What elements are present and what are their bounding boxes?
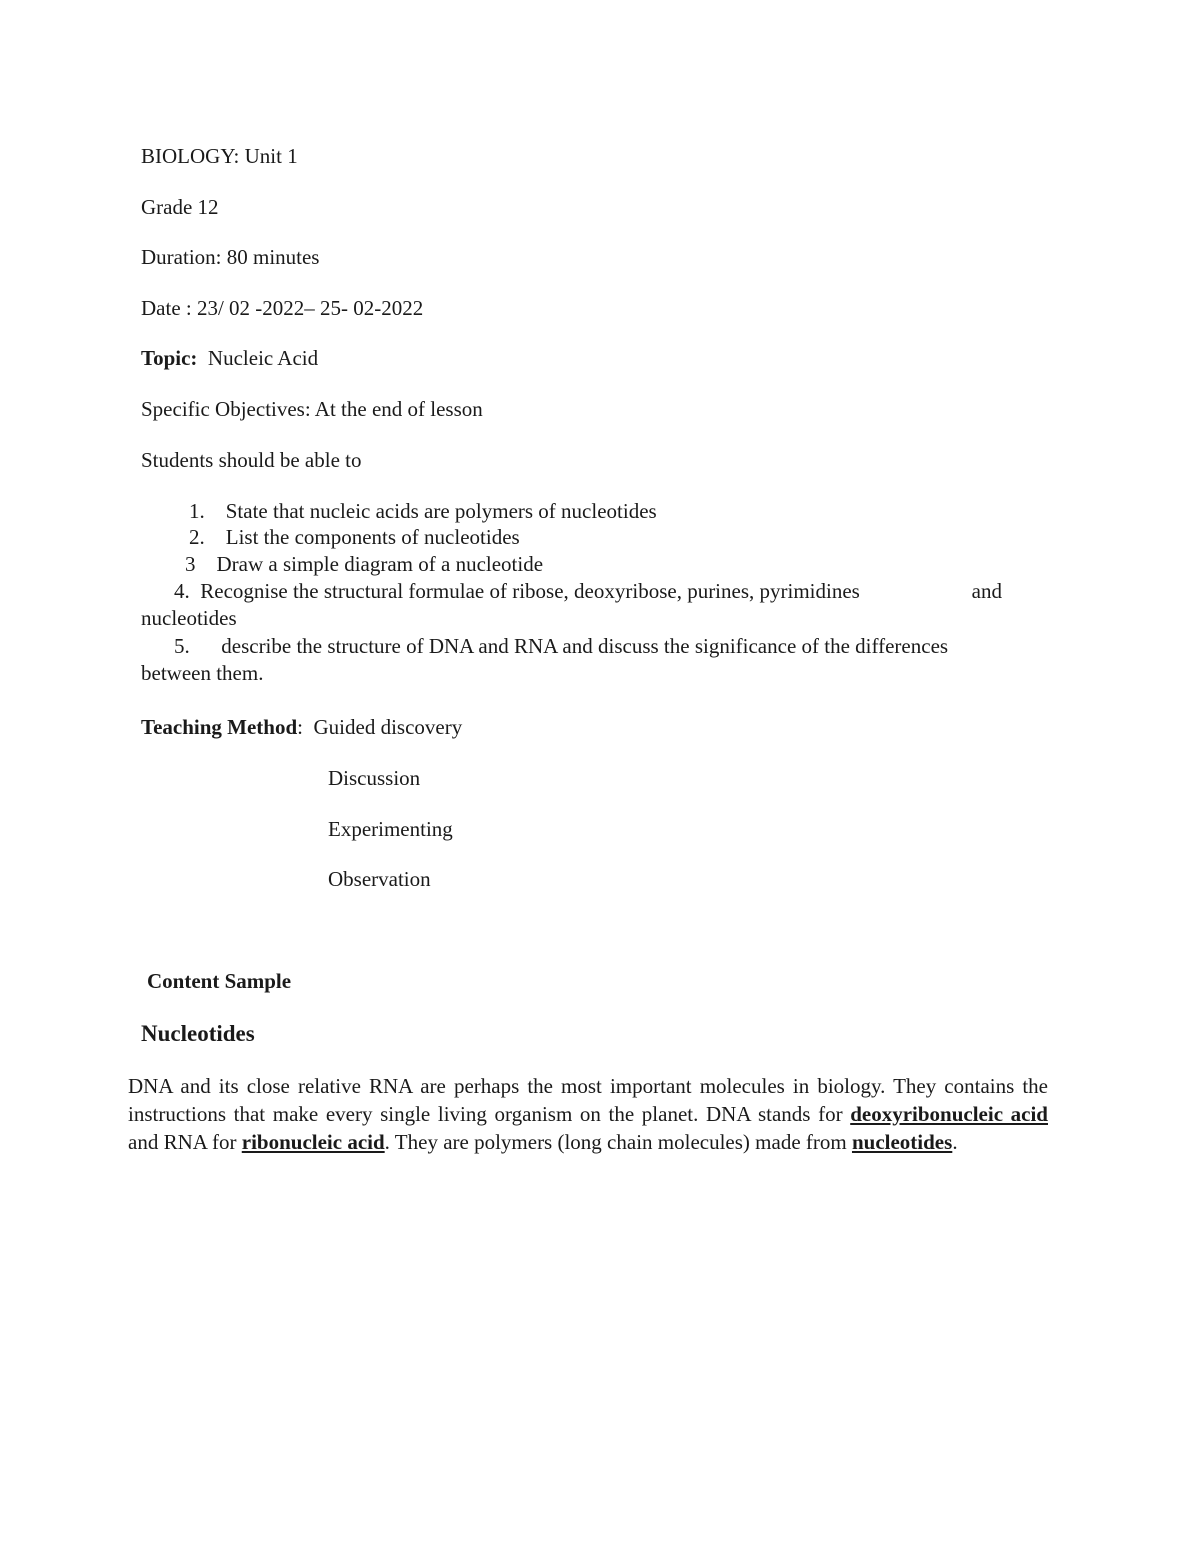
objective-number: 4. [174, 579, 190, 603]
teaching-method-colon: : [297, 715, 304, 739]
content-paragraph [128, 1072, 1048, 1156]
objective-text: Draw a simple diagram of a nucleotide [216, 552, 544, 576]
teaching-method-line [141, 714, 462, 741]
paragraph-text: DNA and its close relative RNA are perhaps the most important molecules in biology. They contains the instructions that make every single living organism on the planet. DNA stands for [128, 1074, 1048, 1126]
objective-text: List the components of nucleotides [225, 525, 520, 549]
nucleotides-heading: Nucleotides [141, 1021, 255, 1046]
objective-item-5-continued: between them. [141, 661, 264, 685]
objective-number: 1. [189, 499, 205, 523]
objective-text: Recognise the structural formulae of ribose, deoxyribose, purines, pyrimidines [200, 579, 860, 603]
duration-line: Duration: 80 minutes [141, 245, 320, 269]
topic-line [141, 345, 318, 372]
paragraph-text: . They are polymers (long chain molecules) made from [384, 1130, 852, 1154]
teaching-method-label: Teaching Method [141, 715, 298, 739]
teaching-method-1: Guided discovery [313, 715, 463, 739]
topic-label: Topic: [141, 346, 198, 370]
keyword-ribonucleic-acid: ribonucleic acid [241, 1130, 385, 1154]
keyword-deoxyribonucleic-acid: deoxyribonucleic acid [850, 1102, 1048, 1126]
date-line: Date : 23/ 02 -2022– 25- 02-2022 [141, 296, 424, 320]
paragraph-text: . [952, 1130, 958, 1154]
objective-item-4-continued: nucleotides [141, 606, 237, 630]
students-line: Students should be able to [141, 448, 362, 472]
teaching-method-4: Observation [328, 867, 431, 891]
topic-value: Nucleic Acid [207, 346, 319, 370]
objective-text: State that nucleic acids are polymers of nucleotides [225, 499, 657, 523]
objectives-intro: Specific Objectives: At the end of lesson [141, 397, 483, 421]
objective-number: 2. [189, 525, 205, 549]
objective-text: describe the structure of DNA and RNA and discuss the significance of the differences [221, 634, 949, 658]
grade-line: Grade 12 [141, 195, 219, 219]
subject-unit: BIOLOGY: Unit 1 [141, 144, 298, 168]
objective-item-4 [174, 578, 1002, 605]
objective-item-5 [174, 633, 948, 660]
paragraph-text: and RNA for [128, 1130, 242, 1154]
content-sample-title: Content Sample [147, 969, 292, 993]
objective-item-2 [189, 524, 520, 551]
objective-number: 3 [185, 552, 196, 576]
teaching-method-2: Discussion [328, 766, 421, 790]
objective-item-3 [185, 551, 543, 578]
keyword-nucleotides: nucleotides [851, 1130, 953, 1154]
objective-item-1 [189, 498, 657, 525]
objective-text-tail: and [971, 579, 1002, 603]
objective-number: 5. [174, 634, 190, 658]
teaching-method-3: Experimenting [328, 817, 453, 841]
